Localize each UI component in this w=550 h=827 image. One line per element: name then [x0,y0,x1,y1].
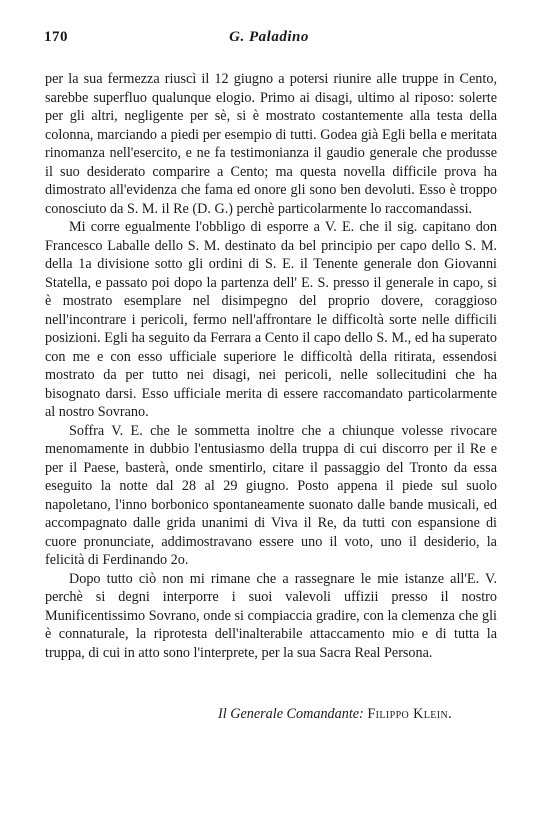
signature-line [218,705,518,723]
paragraph-closing: Dopo tutto ciò non mi rimane che a rassegnare le mie istanze all'E. V. perchè si degni interporre i suoi valevoli uffizii presso il nostro Munificentissimo Sovrano, onde si compiaccia gradire, con la clemenza che gli è connaturale, la riprotesta dell'inalterabile attaccamento mio e di tutta la truppa, di cui in atto sono l'interprete, per la sua Sacra Real Persona. [45,570,497,661]
signature-name: Filippo Klein. [367,706,453,722]
body-text [45,70,497,662]
page-header [44,29,494,53]
paragraph-laballe: Mi corre egualmente l'obbligo di esporre a V. E. che il sig. capitano don Francesco Laballe dello S. M. destinato da bel principio per capo dello S. M. della 1a divisione sotto gli ordini di S. E. il Tenente generale don Giovanni Statella, e passato poi dopo la partenza dell' E. S. presso il generale in capo, si è mostrato esemplare nel disimpegno del proprio dovere, coraggioso nell'incontrare i pericoli, fermo nell'affrontare le difficoltà sorte nelle difficili posizioni. Egli ha seguito da Ferrara a Cento il capo dello S. M., ed ha superato con me e con esso ufficiale superiore le difficoltà della ritirata, essendosi mostrato da per tutto nei disagi, nei pericoli, nelle sollecitudini che ha bisognato darsi. Esso ufficiale merita di essere raccomandato particolarmente al nostro Sovrano. [45,219,497,420]
paragraph-tronto: Soffra V. E. che le sommetta inoltre che a chiunque volesse rivocare menomamente in dubbio l'entusiasmo della truppa di cui discorro per il Re e per il Paese, basterà, onde smentirlo, citare il passaggio del Tronto da essa eseguito la notte dal 28 al 29 giugno. Posto appena il piede sul suolo napoletano, l'inno borbonico spontaneamente suonato dalle bande musicali, ed accompagnato dalle grida unanimi di Viva il Re, da tutti con espansione di cuore pronunciate, addimostravano essere uno il voto, uno il desiderio, la felicità di Ferdinando 2o. [45,422,497,568]
page-number: 170 [44,29,68,45]
signature-label: Il Generale Comandante: [218,706,364,722]
running-title: G. Paladino [229,29,309,45]
paragraph-continuation: per la sua fermezza riuscì il 12 giugno a potersi riunire alle truppe in Cento, sarebbe superfluo qualunque elogio. Primo ai disagi, ultimo al riposo: solerte per gli altri, negligente per sè, si è mostrato costantemente alla testa della colonna, marciando a piedi per esempio di tutti. Godea già Egli bella e meritata rinomanza nell'esercito, e ne fa testimonianza il gaudio generale che produsse il suo desiderato comparire a Cento; ma questa novella difficile prova ha dimostrato all'evidenza che fama ed onore gli sono ben devoluti. Esso è troppo conosciuto da S. M. il Re (D. G.) perchè particolarmente lo raccomandassi. [45,71,497,217]
